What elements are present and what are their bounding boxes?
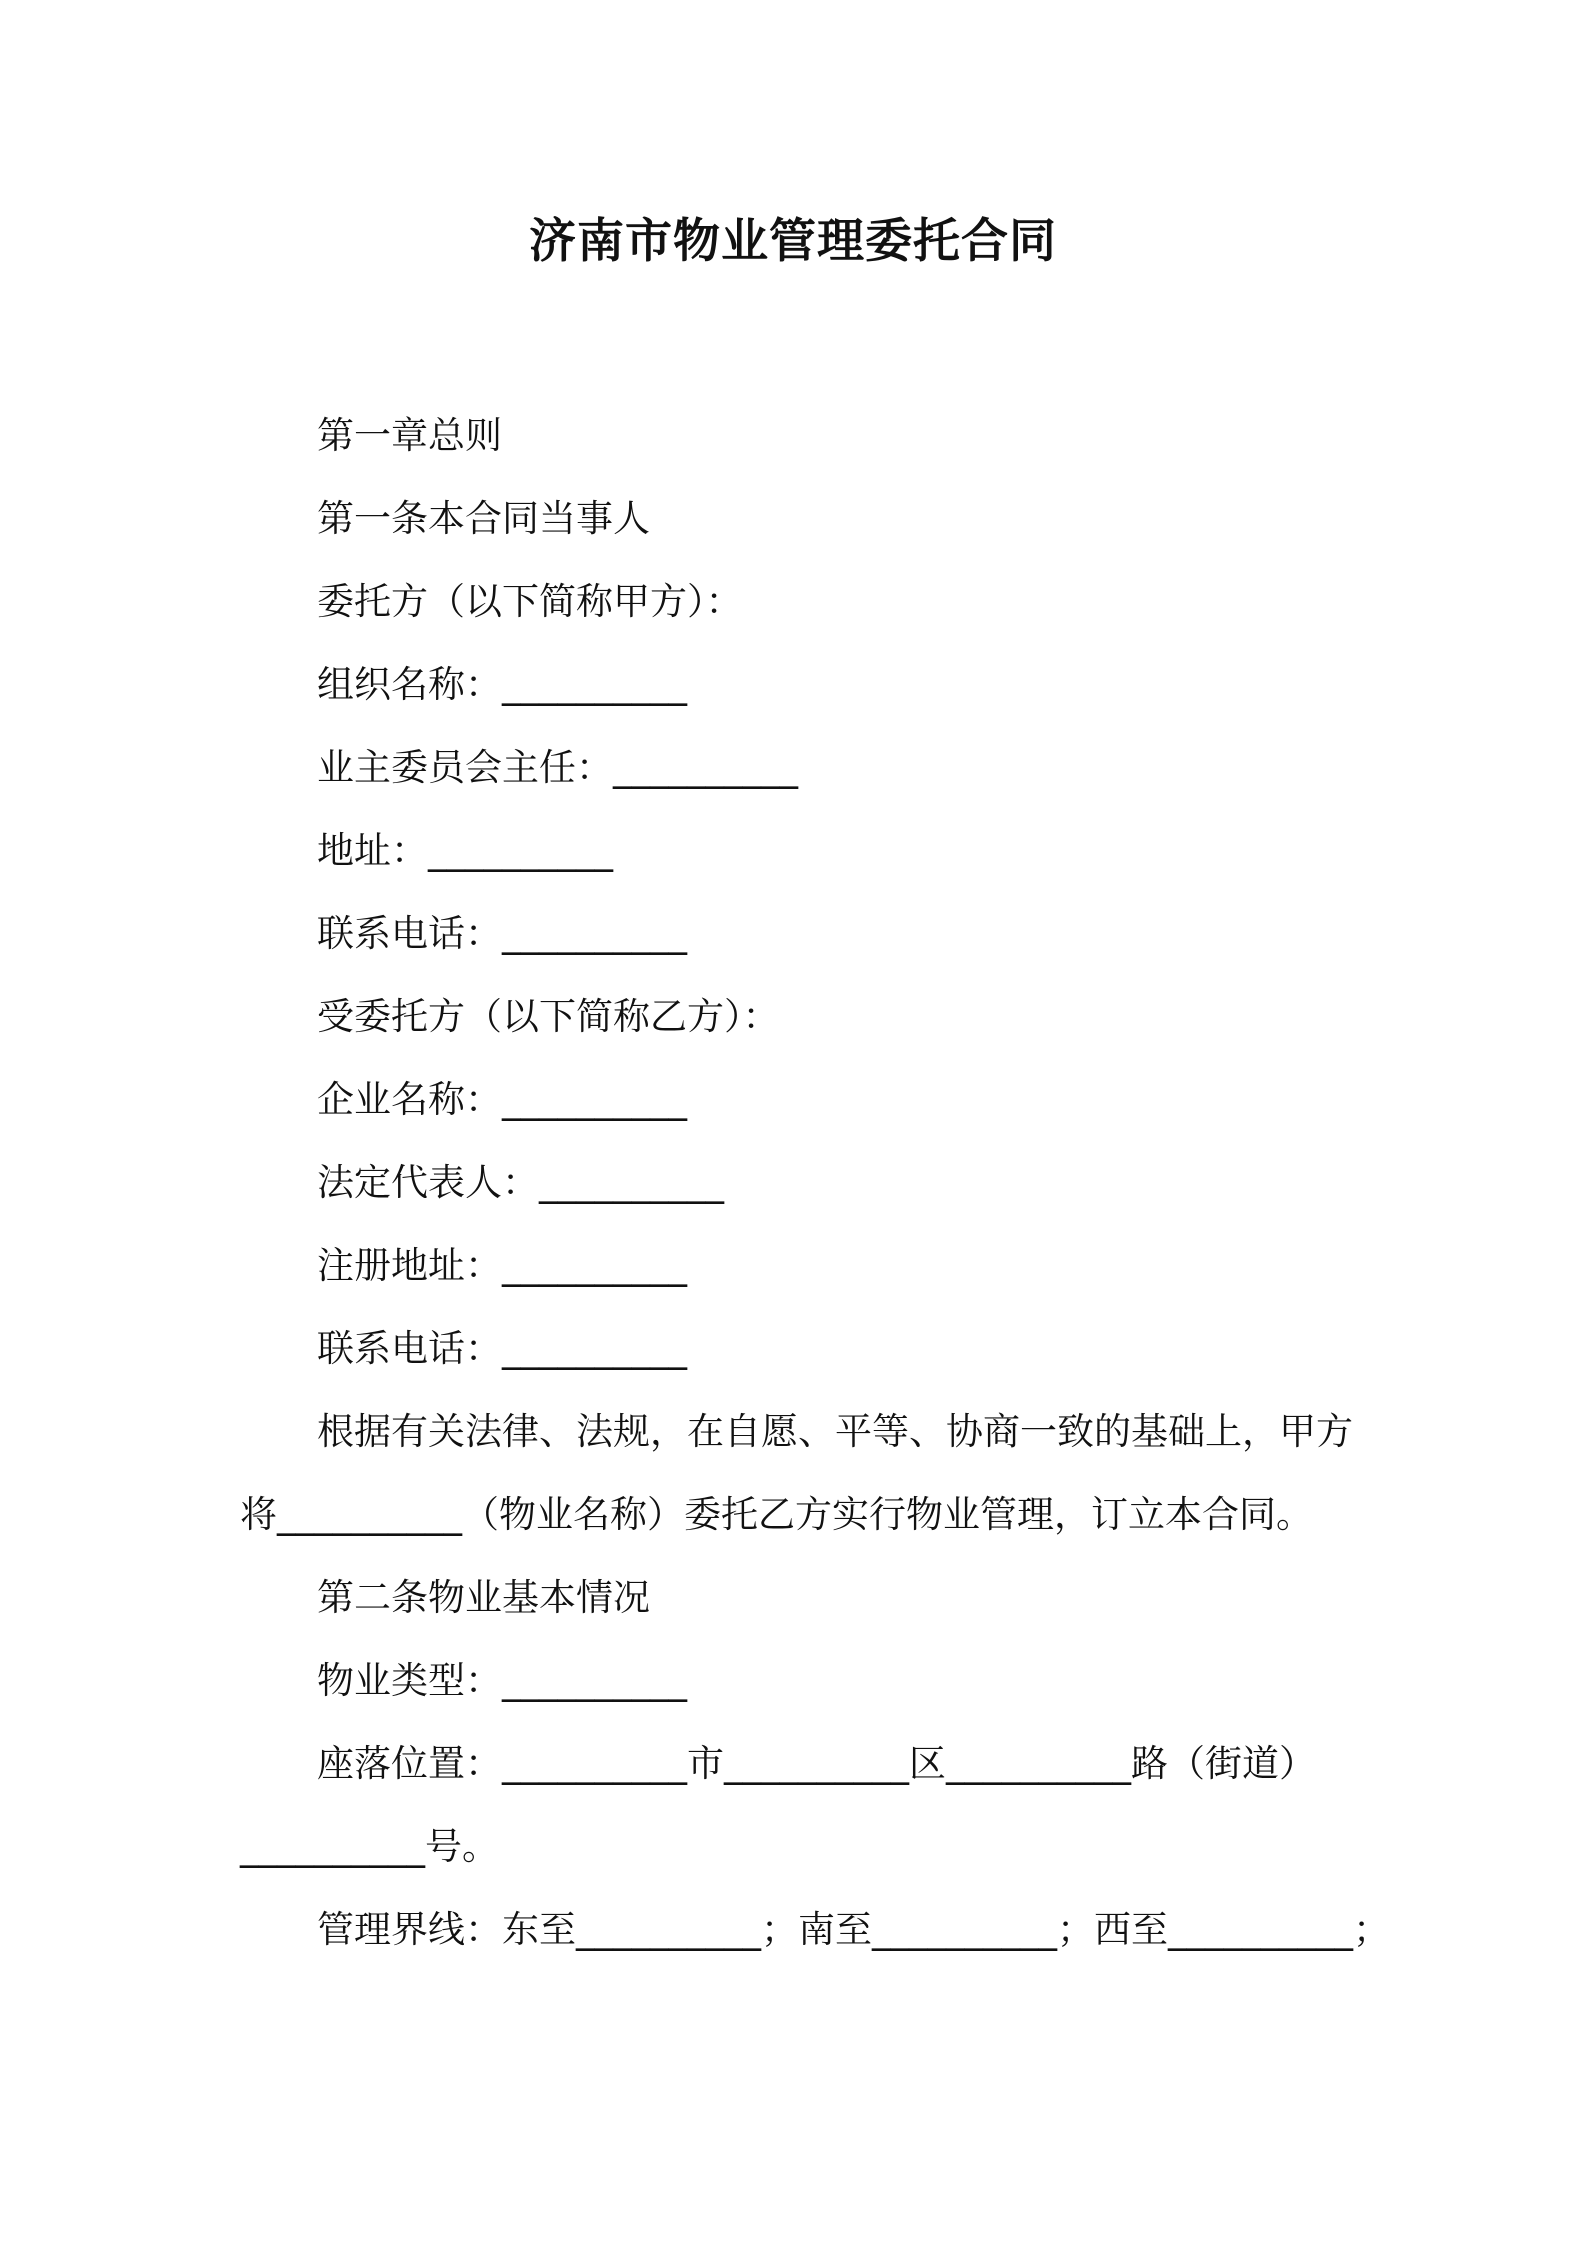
- form-field-line: 注册地址：__________: [317, 1244, 687, 1287]
- form-field-line: 企业名称：__________: [317, 1078, 687, 1121]
- document-title: 济南市物业管理委托合同: [529, 214, 1057, 269]
- chapter-heading: 第一章总则: [317, 414, 502, 457]
- article-heading: 第一条本合同当事人: [317, 497, 650, 540]
- form-field-line: 物业类型：__________: [317, 1659, 687, 1702]
- body-paragraph-line: 管理界线：东至__________；南至__________；西至__________；: [317, 1908, 1390, 1951]
- body-paragraph-line: 根据有关法律、法规，在自愿、平等、协商一致的基础上，甲方: [317, 1410, 1353, 1453]
- body-paragraph-line: 将__________（物业名称）委托乙方实行物业管理，订立本合同。: [240, 1493, 1313, 1536]
- form-field-line: 地址：__________: [317, 829, 613, 872]
- party-b-heading: 受委托方（以下简称乙方）：: [317, 995, 780, 1038]
- form-field-line: 组织名称：__________: [317, 663, 687, 706]
- party-a-heading: 委托方（以下简称甲方）：: [317, 580, 743, 623]
- form-field-line: 联系电话：__________: [317, 1327, 687, 1370]
- article-heading: 第二条物业基本情况: [317, 1576, 650, 1619]
- form-field-line: 法定代表人：__________: [317, 1161, 724, 1204]
- form-field-line: 业主委员会主任：__________: [317, 746, 798, 789]
- body-paragraph-line: 座落位置：__________市__________区__________路（街道）: [317, 1742, 1316, 1785]
- form-field-line: 联系电话：__________: [317, 912, 687, 955]
- body-paragraph-line: __________号。: [240, 1825, 499, 1868]
